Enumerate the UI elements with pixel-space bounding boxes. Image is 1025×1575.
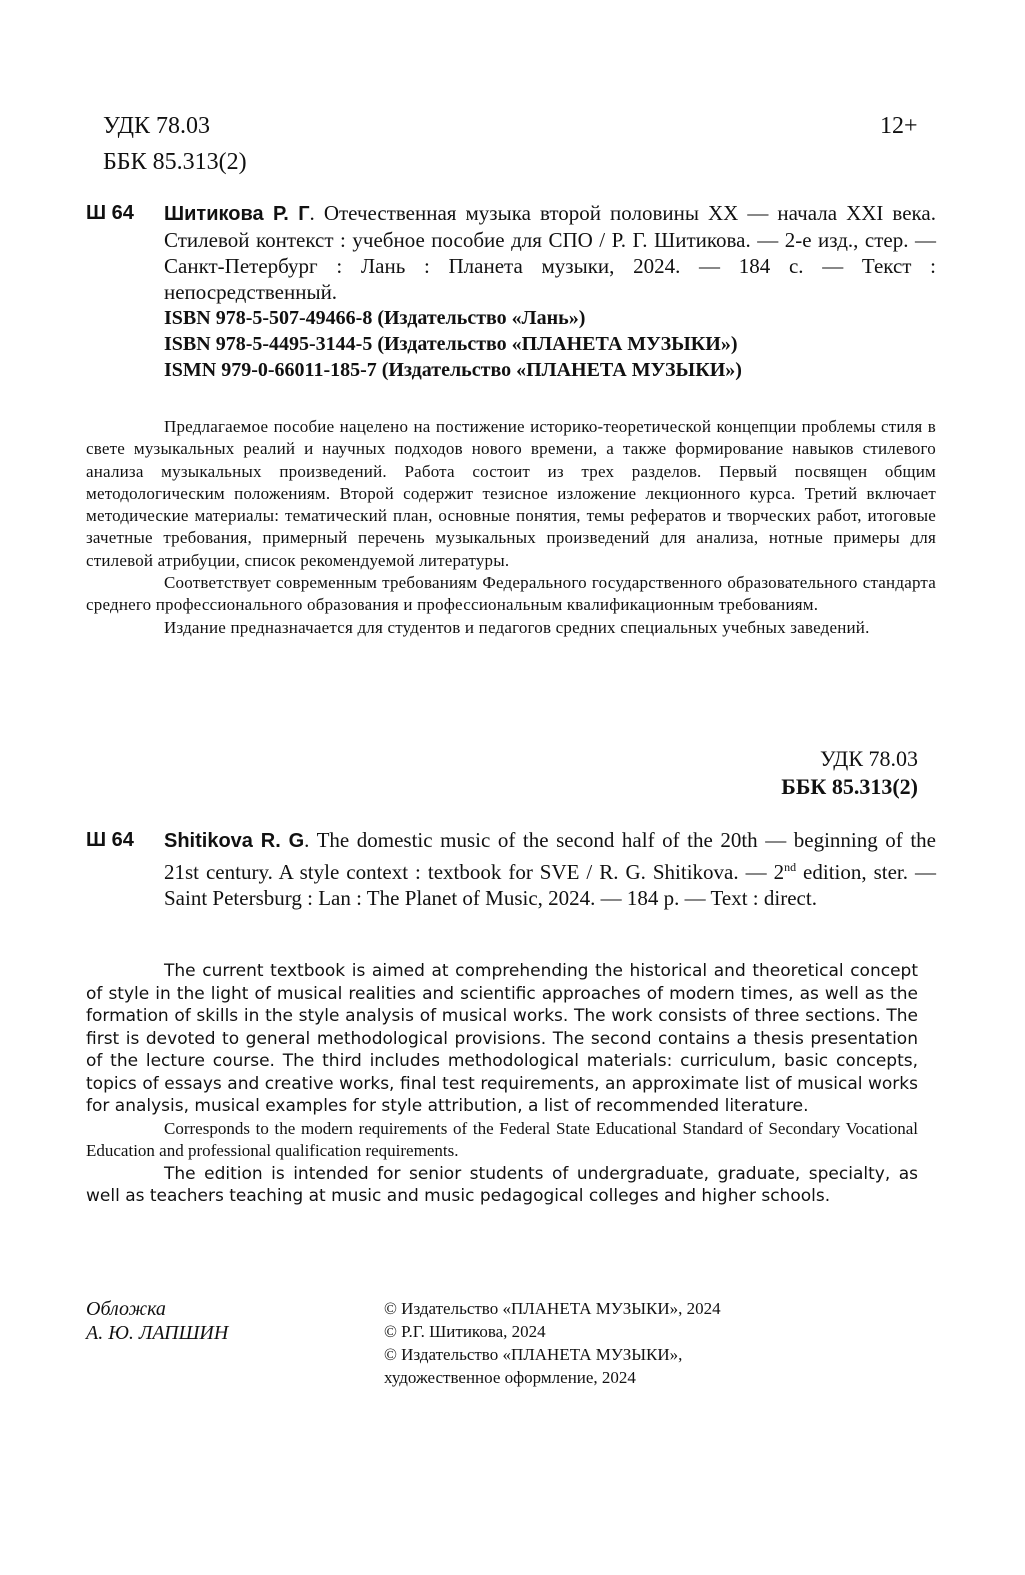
bbk-code: ББК 85.313(2) [103, 149, 247, 175]
ru-author: Шитикова Р. Г [164, 203, 310, 225]
copyright-line: © Издательство «ПЛАНЕТА МУЗЫКИ», 2024 [384, 1299, 721, 1318]
en-abstract-paragraph: Corresponds to the modern requirements of the Federal State Educational Standard of Secondary Vocational Education and professional qualification requirements. [86, 1118, 918, 1160]
cover-credit [86, 1297, 228, 1345]
en-entry-body [164, 827, 936, 911]
en-abstract [86, 960, 918, 1208]
cover-label: Обложка [86, 1298, 166, 1320]
en-bibliographic-entry [86, 827, 936, 911]
ru-abstract [86, 416, 936, 639]
ismn-line: ISMN 979-0-66011-185-7 (Издательство «ПЛАНЕТА МУЗЫКИ») [164, 359, 742, 381]
cover-artist: А. Ю. ЛАПШИН [86, 1322, 229, 1344]
age-rating: 12+ [880, 113, 918, 139]
copyright-line: © Р.Г. Шитикова, 2024 [384, 1322, 546, 1341]
author-mark: Ш 64 [86, 202, 134, 224]
ru-entry-text: . Отечественная музыка второй половины XX — начала XXI века. Стилевой контекст : учебное пособие для СПО / Р. Г. Шитикова. — 2-е изд., стер. — Санкт-Петербург : Лань : Планета музыки, 2024. — 184 с. — Текст : непосредственный. [164, 201, 937, 304]
en-entry-text-end: edition, ster. — Saint Petersburg : Lan : The Planet of Music, 2024. — 184 p. — Text : direct. [164, 860, 936, 910]
ru-entry-body [164, 200, 936, 305]
en-entry-text: . The domestic music of the second half of the 20th — beginning of the 21st century. A style context : textbook for SVE / R. G. Shitikova. — 2 [164, 828, 936, 884]
udk-code: УДК 78.03 [819, 746, 918, 771]
udk-bbk-right [740, 745, 918, 801]
copyright-line: © Издательство «ПЛАНЕТА МУЗЫКИ», [384, 1345, 683, 1364]
bbk-code: ББК 85.313(2) [781, 774, 918, 799]
isbn-line: ISBN 978-5-507-49466-8 (Издательство «Лань») [164, 307, 586, 329]
ru-bibliographic-entry [86, 200, 936, 383]
ru-abstract-paragraph: Предлагаемое пособие нацелено на постижение историко-теоретической концепции проблемы стиля в свете музыкальных реалий и научных подходов нового времени, а также формирование навыков стилевого анализа музыкальных произведений. Работа состоит из трех разделов. Первый посвящен общим методологическим положениям. Второй содержит тезисное изложение лекционного курса. Третий включает методические материалы: тематический план, основные понятия, темы рефератов и творческих работ, итоговые зачетные требования, примерный перечень музыкальных произведений для анализа, нотные примеры для стилевой атрибуции, список рекомендуемой литературы. [86, 417, 936, 570]
udk-bbk-top [103, 108, 247, 180]
en-abstract-paragraph: The current textbook is aimed at comprehending the historical and theoretical concept of style in the light of musical realities and scientific approaches of modern times, as well as the formation of skills in the style analysis of musical works. The work consists of three sections. The first is devoted to general methodological provisions. The second contains a thesis presentation of the lecture course. The third includes methodological materials: curriculum, basic concepts, topics of essays and creative works, final test requirements, an approximate list of musical works for analysis, musical examples for style attribution, a list of recommended literature. [86, 961, 918, 1116]
copyright-block [384, 1297, 721, 1389]
en-author: Shitikova R. G [164, 830, 305, 852]
udk-code: УДК 78.03 [103, 113, 210, 139]
ru-abstract-paragraph: Соответствует современным требованиям Федерального государственного образовательного стандарта среднего профессионального образования и профессиональным квалификационным требованиям. [86, 573, 936, 615]
ru-abstract-paragraph: Издание предназначается для студентов и педагогов средних специальных учебных заведений. [164, 617, 870, 637]
author-mark: Ш 64 [86, 829, 134, 851]
isbn-line: ISBN 978-5-4495-3144-5 (Издательство «ПЛАНЕТА МУЗЫКИ») [164, 333, 738, 355]
ordinal-suffix: nd [784, 860, 797, 874]
en-abstract-paragraph: The edition is intended for senior students of undergraduate, graduate, specialty, as well as teachers teaching at music and music pedagogical colleges and higher schools. [86, 1163, 918, 1206]
copyright-line: художественное оформление, 2024 [384, 1368, 636, 1387]
